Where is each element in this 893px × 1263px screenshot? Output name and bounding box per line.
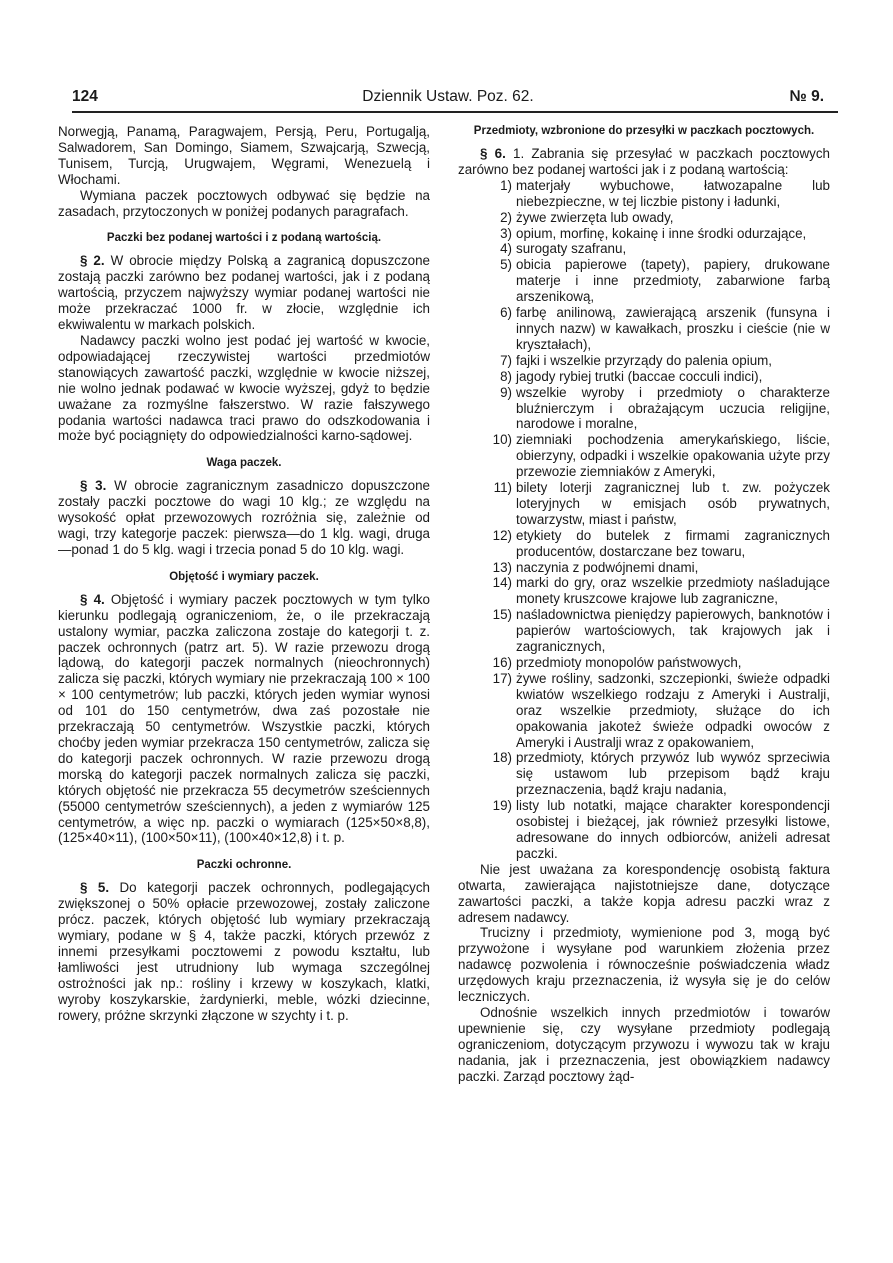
item-number: 19) — [492, 798, 512, 814]
prohibited-item — [458, 210, 830, 226]
item-number: 15) — [492, 607, 512, 623]
left-paragraph-1: Wymiana paczek pocztowych odbywać się będzie na zasadach, przytoczonych w poniżej podanych paragrafach. — [58, 187, 430, 219]
section-3-text: W obrocie zagranicznym zasadniczo dopuszczone zostały paczki pocztowe do wagi 10 klg.; ze względu na wysokość opłat przewozowych rozróżnia się, zależnie od wagi, trzy kategorje paczek: pierwsza—do 1 klg. wagi, druga—ponad 1 do 5 klg. wagi i trzecia ponad 5 do 10 klg. wagi. — [58, 478, 430, 557]
prohibited-item — [458, 560, 830, 576]
section-6 — [458, 146, 830, 178]
prohibited-item — [458, 178, 830, 210]
section-4-text: Objętość i wymiary paczek pocztowych w tym tylko kierunku podlegają ograniczeniom, że, o ile przekraczają ustalony wymiar, paczka zaliczona zostaje do kategorji t. z. paczek ochronnych (patrz art. 5). W razie przewozu drogą lądową, do kategorji paczek normalnych (nieochronnych) zalicza się paczki, których wymiary nie przekraczają 100 × 100 × 100 centymetrów; lub paczki, których jeden wymiar wynosi od 101 do 150 centymetrów, dwa zaś pozostałe nie przekraczają 50 centymetrów. Wszystkie paczki, których choćby jeden wymiar przekracza 150 centymetrów, zalicza się do kategorji paczek ochronnych. W razie przewozu drogą morską do kategorji paczek normalnych zalicza się paczki, których objętość nie przekracza 55 decymetrów sześciennych (55000 centymetrów sześciennych), a jeden z wymiarów 125 centymetrów, a więc np. paczki o wymiarach (125×50×8,8), (125×40×11), (100×50×11), (100×40×12,8) i t. p. — [58, 591, 430, 846]
section-6-intro: 1. Zabrania się przesyłać w paczkach pocztowych zarówno bez podanej wartości jak i z podaną wartością: — [458, 146, 830, 177]
item-text: naczynia z podwójnemi dnami, — [516, 559, 699, 575]
prohibited-item — [458, 750, 830, 798]
section-2 — [58, 253, 430, 333]
item-number: 1) — [500, 177, 512, 193]
heading-waga: Waga paczek. — [206, 457, 282, 470]
heading-przedmioty-wzbronione: Przedmioty, wzbronione do przesyłki w paczkach pocztowych. — [473, 125, 815, 137]
page-number: 124 — [72, 88, 98, 105]
section-3 — [58, 478, 430, 558]
item-text: materjały wybuchowe, łatwozapalne lub niebezpieczne, w tej liczbie pistony i ładunki, — [516, 177, 830, 209]
item-text: surogaty szafranu, — [516, 241, 627, 257]
item-text: opium, morfinę, kokainę i inne środki odurzające, — [516, 225, 807, 241]
item-text: farbę anilinową, zawierającą arszenik (funsyna i innych nazw) w kawałkach, proszku i cieście (nie w kryształach), — [516, 305, 830, 352]
prohibited-item — [458, 241, 830, 257]
item-number: 3) — [500, 225, 512, 241]
item-number: 17) — [492, 670, 512, 686]
item-text: przedmioty, których przywóz lub wywóz sprzeciwia się ustawom lub przepisom bądź kraju przeznaczenia, bądź kraju nadania, — [516, 750, 830, 798]
journal-title: Dziennik Ustaw. Poz. 62. — [362, 88, 534, 105]
prohibited-items-list — [458, 178, 830, 862]
item-text: etykiety do butelek z firmami zagranicznych producentów, dostarczane bez towaru, — [516, 527, 830, 559]
section-6-label: § 6. — [480, 146, 506, 161]
item-number: 8) — [500, 368, 512, 384]
item-number: 7) — [500, 352, 512, 368]
section-4-label: § 4. — [80, 591, 105, 607]
item-text: wszelkie wyroby i przedmioty o charakterze bluźnierczym i obrażającym uczucia religijne, narodowe i moralne, — [516, 384, 830, 432]
right-column — [458, 124, 830, 1084]
item-number: 16) — [492, 655, 512, 670]
prohibited-item — [458, 798, 830, 862]
item-text: żywe zwierzęta lub owady, — [516, 209, 674, 225]
item-number: 5) — [500, 257, 512, 273]
prohibited-item — [458, 385, 830, 433]
item-text: naśladownictwa pieniędzy papierowych, banknotów i papierów wartościowych, tak krajowych jak i zagranicznych, — [516, 607, 830, 655]
item-number: 14) — [492, 575, 512, 591]
item-text: obicia papierowe (tapety), papiery, drukowane materje i inne przedmioty, zabarwione farbą arszenikową, — [516, 257, 830, 305]
item-number: 4) — [500, 241, 512, 257]
prohibited-item — [458, 257, 830, 305]
right-paragraph-after-2: Trucizny i przedmioty, wymienione pod 3, mogą być przywożone i wysyłane pod warunkiem złożenia przez nadawcę pozwolenia i równocześnie poświadczenia władz urzędowych kraju przeznaczenia, iż wysyła się je do celów leczniczych. — [458, 925, 830, 1005]
prohibited-item — [458, 305, 830, 353]
item-text: przedmioty monopolów państwowych, — [516, 655, 742, 670]
prohibited-item — [458, 369, 830, 385]
section-3-label: § 3. — [80, 478, 107, 494]
prohibited-item — [458, 575, 830, 607]
item-text: bilety loterji zagranicznej lub t. zw. pożyczek loteryjnych w emisjach osób prywatnych, towarzystw, miast i państw, — [516, 480, 830, 527]
section-2-paragraph-2: Nadawcy paczki wolno jest podać jej wartość w kwocie, odpowiadającej rzeczywistej wartości przedmiotów stanowiących zawartość paczki, względnie w kwocie niższej, nie wolno jednak podawać w kwocie wyższej, gdyż to będzie uważane za rozmyślne fałszerstwo. W razie fałszywego podania wartości nadawca traci prawo do odszkodowania i może być pociągnięty do odpowiedzialności karno-sądowej. — [58, 332, 430, 444]
item-number: 12) — [492, 527, 512, 543]
section-5-label: § 5. — [80, 880, 110, 896]
item-text: żywe rośliny, sadzonki, szczepionki, świeże odpadki kwiatów wszelkiego rodzaju z Ameryki i Australji, oraz wszelkie przedmioty, służące do ich opakowania jakoteż świeże odpadki owoców z Ameryki i Australji wraz z opakowaniem, — [516, 670, 830, 750]
prohibited-item — [458, 432, 830, 480]
issue-number: № 9. — [789, 88, 824, 105]
prohibited-item — [458, 226, 830, 242]
item-text: ziemniaki pochodzenia amerykańskiego, liście, obierzyny, odpadki i wszelkie opakowania użyte przy przewozie ziemniaków z Ameryki, — [516, 432, 830, 480]
section-4 — [58, 592, 430, 847]
prohibited-item — [458, 480, 830, 528]
item-text: marki do gry, oraz wszelkie przedmioty naśladujące monety kruszcowe krajowe lub zagraniczne, — [516, 575, 830, 607]
item-number: 10) — [492, 432, 512, 448]
right-paragraph-after-1: Nie jest uważana za korespondencję osobistą faktura otwarta, zawierająca najistotniejsze dane, dotyczące zawartości paczki, a także kopja adresu paczki wraz z adresem nadawcy. — [458, 861, 830, 925]
prohibited-item — [458, 607, 830, 655]
prohibited-item — [458, 655, 830, 671]
item-number: 18) — [492, 750, 512, 766]
item-number: 2) — [500, 209, 512, 225]
item-text: jagody rybiej trutki (baccae cocculi indici), — [516, 368, 763, 384]
item-text: listy lub notatki, mające charakter korespondencji osobistej i bieżącej, jak również przesyłki listowe, adresowane do innych odbiorców, aniżeli adresat paczki. — [516, 798, 830, 861]
section-5-text: Do kategorji paczek ochronnych, podlegających zwiększonej o 50% opłacie przewozowej, zostały zaliczone prócz. paczek, których objętość lub wymiary przekraczają wymiary, podane w § 4, także paczki, których przewóz z innemi przesyłkami pocztowemi z powodu kształtu, lub łamliwości jest utrudniony lub wymaga szczególnej ostrożności jak np.: rośliny i krzewy w koszykach, klatki, wyroby koszykarskie, żardynierki, meble, wózki dziecinne, rowery, próżne skrzynki złączone w szychty i t. p. — [58, 880, 430, 1023]
section-5 — [58, 880, 430, 1023]
prohibited-item — [458, 528, 830, 560]
item-text: fajki i wszelkie przyrządy do palenia opium, — [516, 352, 773, 368]
header-rule — [72, 111, 838, 113]
heading-paczki-ochronne: Paczki ochronne. — [196, 859, 292, 872]
section-2-text: W obrocie między Polską a zagranicą dopuszczone zostają paczki zarówno bez podanej wartości, jak i z podaną wartością, przyczem najwyższy wymiar podanej wartości nie może przekraczać 1000 fr. w złocie, względnie ich ekwiwalentu w markach polskich. — [58, 253, 430, 333]
left-paragraph-0: Norwegją, Panamą, Paragwajem, Persją, Peru, Portugalją, Salwadorem, San Domingo, Siamem, Szwajcarją, Szwecją, Tunisem, Turcją, Urugwajem, Węgrami, Wenezuelą i Włochami. — [58, 124, 430, 187]
item-number: 9) — [500, 384, 512, 400]
prohibited-item — [458, 671, 830, 751]
prohibited-item — [458, 353, 830, 369]
item-number: 11) — [493, 480, 512, 496]
item-number: 6) — [500, 305, 512, 321]
right-paragraph-after-3: Odnośnie wszelkich innych przedmiotów i towarów upewnienie się, czy wysyłane przedmioty podlegają ograniczeniom, dotyczącym przywozu i wywozu tak w kraju nadania, jak i przeznaczenia, jest obowiązkiem nadawcy paczki. Zarząd pocztowy żąd- — [458, 1004, 830, 1084]
section-2-label: § 2. — [80, 253, 105, 269]
left-column — [58, 124, 430, 1024]
page-header — [72, 88, 824, 112]
heading-objetosc: Objętość i wymiary paczek. — [169, 570, 319, 583]
heading-paczki-wartosc: Paczki bez podanej wartości i z podaną wartością. — [106, 232, 382, 245]
item-number: 13) — [492, 559, 512, 575]
